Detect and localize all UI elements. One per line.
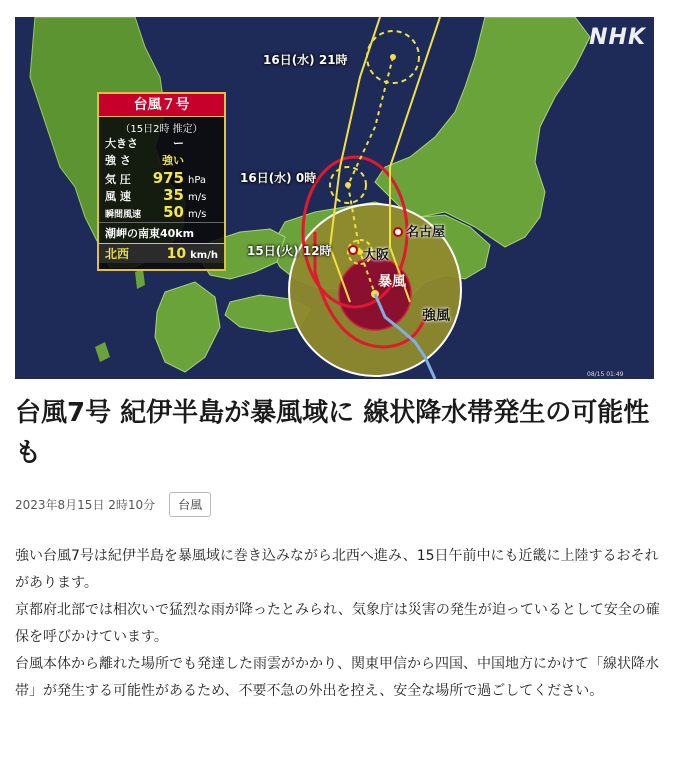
move-speed-unit: km/h	[190, 250, 218, 261]
info-value: ー	[173, 137, 184, 150]
estimate-time: （15日2時 推定）	[120, 124, 203, 135]
typhoon-location: 潮岬の南東40km	[99, 222, 224, 243]
info-unit: hPa	[188, 175, 207, 186]
forecast-label-16-0: 16日(水) 0時	[240, 171, 317, 185]
info-row-wind	[99, 186, 224, 203]
typhoon-movement	[99, 243, 224, 263]
info-value: 強い	[162, 154, 184, 167]
info-row-strength	[99, 152, 224, 169]
paragraph: 台風本体から離れた場所でも発達した雨雲がかかり、関東甲信から四国、中国地方にかけて「線状降水帯」が発生する可能性があるため、不要不急の外出を控え、安全な場所で過ごしてください。	[15, 656, 659, 699]
typhoon-name: 台風７号	[99, 94, 224, 117]
category-tag[interactable]: 台風	[169, 492, 211, 517]
typhoon-map-image	[15, 17, 654, 379]
forecast-label-15-12: 15日(火) 12時	[247, 244, 332, 258]
article-meta	[15, 492, 211, 517]
article-body	[15, 543, 665, 705]
info-value: 50	[163, 203, 184, 221]
info-row-gust	[99, 203, 224, 220]
paragraph: 強い台風7号は紀伊半島を暴風域に巻き込みながら北西へ進み、15日午前中にも近畿に上陸するおそれがあります。	[15, 548, 659, 591]
info-key: 気 圧	[105, 173, 131, 186]
info-key: 風 速	[105, 190, 131, 203]
city-label-osaka: 大阪	[363, 248, 390, 263]
typhoon-info-panel	[97, 92, 226, 271]
info-value: 35	[163, 186, 184, 204]
info-row-size	[99, 135, 224, 152]
nhk-logo: NHK	[589, 25, 646, 50]
storm-area-label: 暴風	[378, 274, 406, 290]
info-value: 975	[152, 169, 184, 187]
article-title: 台風7号 紀伊半島が暴風域に 線状降水帯発生の可能性も	[15, 398, 650, 468]
forecast-label-16-21: 16日(水) 21時	[263, 53, 348, 67]
svg-text:08/15 01:49: 08/15 01:49	[587, 371, 624, 378]
city-label-nagoya: 名古屋	[406, 225, 446, 240]
move-speed: 10	[166, 246, 187, 262]
info-row-pressure	[99, 169, 224, 186]
paragraph: 京都府北部では相次いで猛烈な雨が降ったとみられ、気象庁は災害の発生が迫っているとして安全の確保を呼びかけています。	[15, 602, 660, 645]
info-key: 強 さ	[105, 154, 131, 167]
info-unit: m/s	[188, 192, 207, 203]
info-unit: m/s	[188, 209, 207, 220]
strong-wind-area-label: 強風	[422, 308, 450, 324]
move-direction: 北西	[105, 247, 130, 261]
article-date: 2023年8月15日 2時10分	[15, 498, 156, 512]
info-key: 大きさ	[105, 137, 138, 150]
info-key: 瞬間風速	[105, 210, 142, 220]
